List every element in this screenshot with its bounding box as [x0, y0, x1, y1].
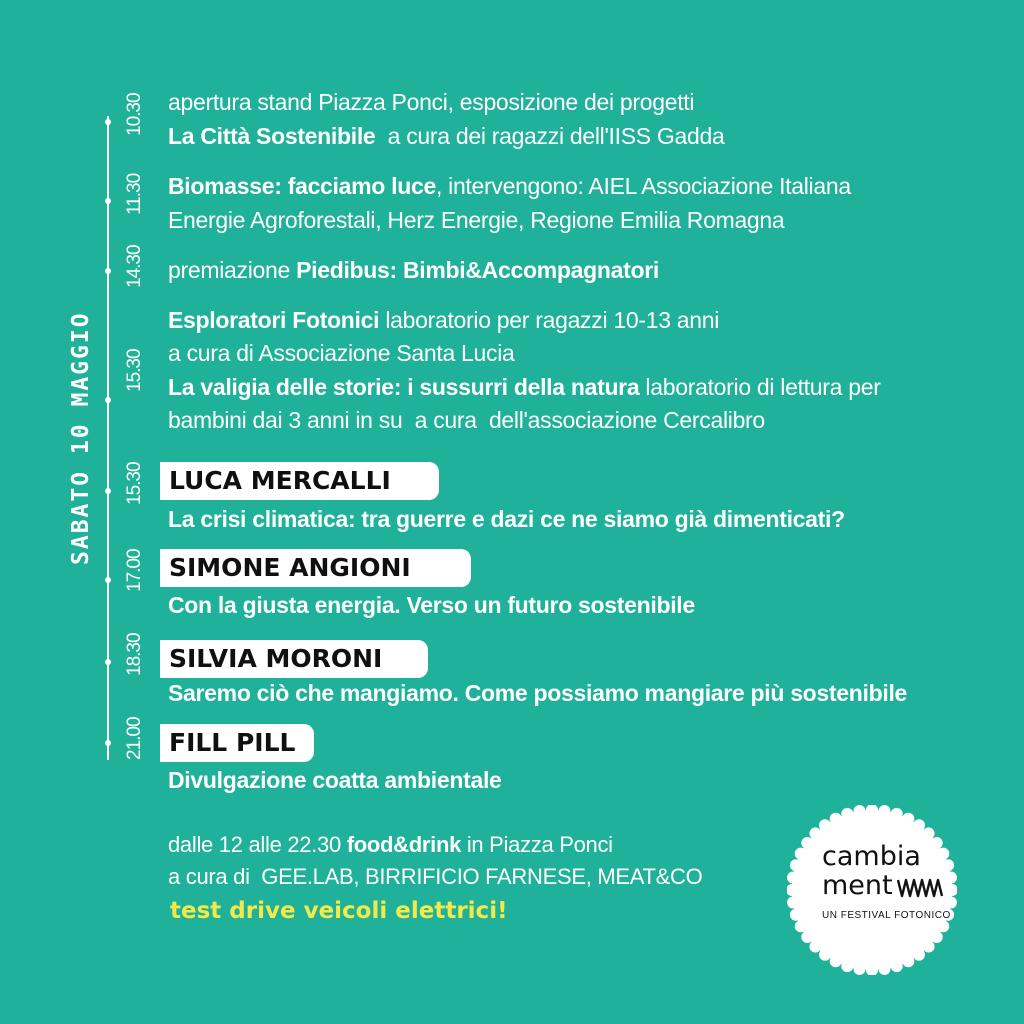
logo-scallop — [787, 897, 799, 909]
event-line: Biomasse: facciamo luce, intervengono: AIEL Associazione Italiana — [168, 173, 851, 199]
logo-scallop — [790, 909, 802, 921]
logo-scallop — [902, 813, 914, 825]
logo-scallop — [879, 963, 891, 975]
logo-scallop — [787, 871, 799, 883]
talk-title: La crisi climatica: tra guerre e dazi ce ne siamo già dimenticati? — [168, 506, 845, 532]
logo-line2: ment — [822, 870, 893, 901]
timeline-dot — [105, 740, 111, 746]
event-line: premiazione Piedibus: Bimbi&Accompagnatori — [168, 257, 659, 283]
talk-title: Con la giusta energia. Verso un futuro sostenibile — [168, 592, 695, 618]
speaker-name-pill: SILVIA MORONI — [160, 640, 428, 678]
festival-logo — [792, 810, 952, 970]
logo-scallop — [891, 808, 903, 820]
time-label: 14.30 — [124, 245, 145, 288]
event-line: Esploratori Fotonici laboratorio per ragazzi 10-13 anni — [168, 307, 720, 333]
logo-scallop — [902, 955, 914, 967]
event-line: La valigia delle storie: i sussurri della natura laboratorio di lettura per — [168, 374, 881, 400]
timeline-dot — [105, 659, 111, 665]
logo-scallop — [830, 955, 842, 967]
logo-scallop — [841, 808, 853, 820]
logo-scallop — [801, 931, 813, 943]
logo-scallop — [946, 884, 957, 896]
logo-scallop — [809, 941, 821, 953]
logo-scallop — [853, 963, 865, 975]
logo-line1: cambia — [822, 841, 921, 872]
logo-scallop — [866, 964, 878, 975]
speaker-name-pill: LUCA MERCALLI — [160, 462, 439, 500]
time-label: 11.30 — [124, 173, 145, 215]
food-organizers: a cura di GEE.LAB, BIRRIFICIO FARNESE, MEAT&CO — [168, 864, 703, 889]
logo-scallop — [809, 827, 821, 839]
logo-scallop — [795, 848, 807, 860]
logo-scallop — [942, 859, 954, 871]
time-label: 21.00 — [124, 717, 145, 760]
food-info: dalle 12 alle 22.30 food&drink in Piazza Ponci — [168, 832, 613, 857]
logo-scallop — [913, 949, 925, 961]
logo-scallop — [937, 848, 949, 860]
logo-scallop — [945, 897, 957, 909]
time-label: 17.00 — [124, 549, 145, 592]
logo-scallop — [866, 805, 878, 816]
speaker-name-pill: FILL PILL — [160, 724, 314, 762]
time-label: 15.30 — [124, 462, 145, 505]
logo-scallop — [879, 805, 891, 817]
event-line: La Città Sostenibile a cura dei ragazzi dell'IISS Gadda — [168, 123, 725, 149]
time-label: 10.30 — [124, 93, 145, 136]
logo-scallop — [819, 819, 831, 831]
logo-scallop — [787, 884, 798, 896]
logo-scallop — [891, 960, 903, 972]
event-line: a cura di Associazione Santa Lucia — [168, 340, 515, 366]
talk-title: Divulgazione coatta ambientale — [168, 767, 502, 793]
logo-scallop — [830, 813, 842, 825]
logo-scallop — [931, 837, 943, 849]
logo-scallop — [819, 949, 831, 961]
timeline-dot — [105, 119, 111, 125]
event-line: apertura stand Piazza Ponci, esposizione dei progetti — [168, 89, 695, 115]
logo-scallop — [923, 941, 935, 953]
logo-scallop — [945, 871, 957, 883]
time-label: 15.30 — [124, 349, 145, 392]
logo-scallop — [801, 837, 813, 849]
logo-scallop — [931, 931, 943, 943]
logo-scallop — [913, 819, 925, 831]
logo-wave-icon — [897, 876, 945, 900]
event-line: Energie Agroforestali, Herz Energie, Regione Emilia Romagna — [168, 207, 785, 233]
timeline-dot — [105, 577, 111, 583]
test-drive-highlight: test drive veicoli elettrici! — [170, 898, 508, 924]
logo-scallop — [790, 859, 802, 871]
timeline-dot — [105, 268, 111, 274]
date-label-text: SABATO 10 MAGGIO — [68, 311, 94, 565]
date-label — [48, 130, 94, 565]
logo-scallop — [923, 827, 935, 839]
time-label: 18.30 — [124, 633, 145, 676]
logo-scallop — [841, 960, 853, 972]
timeline-dot — [105, 488, 111, 494]
event-line: bambini dai 3 anni in su a cura dell'associazione Cercalibro — [168, 407, 765, 433]
logo-scallop — [853, 805, 865, 817]
logo-scallop — [937, 920, 949, 932]
timeline-dot — [105, 397, 111, 403]
speaker-name-pill: SIMONE ANGIONI — [160, 549, 471, 587]
talk-title: Saremo ciò che mangiamo. Come possiamo mangiare più sostenibile — [168, 680, 908, 706]
timeline-dot — [105, 198, 111, 204]
logo-tagline: UN FESTIVAL FOTONICO — [822, 910, 951, 921]
logo-scallop — [795, 920, 807, 932]
